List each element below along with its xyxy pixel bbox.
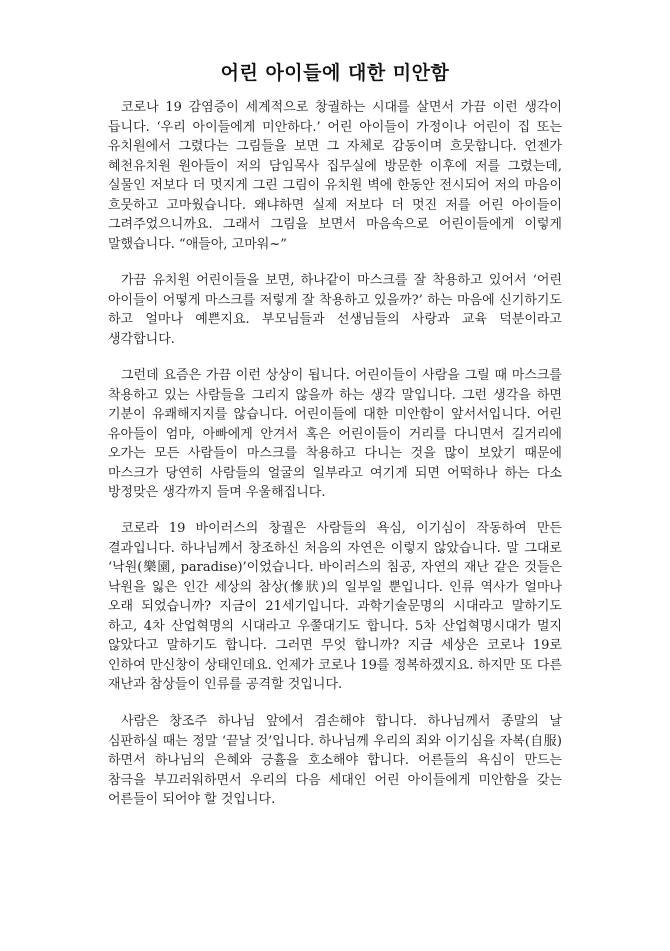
paragraph-1: 코로나 19 감염증이 세계적으로 창궐하는 시대를 살면서 가끔 이런 생각이 듭니다. ‘우리 아이들에게 미안하다.’ 어린 아이들이 가정이나 어린이 집 또는 유치원에서 그렸다는 그림들을 보면 그 자체로 감동이며 흐뭇합니다. 언젠가 혜천유치원 원아들이 저의 담임목사 집무실에 방문한 이후에 저를 그렸는데, 실물인 저보다 더 멋지게 그린 그림이 유치원 벽에 한동안 전시되어 저의 마음이 흐뭇하고 고마웠습니다. 왜냐하면 실제 저보다 더 멋진 저를 어린 아이들이 그려주었으니까요. 그래서 그림을 보면서 마음속으로 어린이들에게 이렇게 말했습니다. “애들아, 고마워~” — [108, 100, 562, 252]
document-title: 어린 아이들에 대한 미안함 — [220, 62, 450, 84]
paragraph-3: 그런데 요즘은 가끔 이런 상상이 됩니다. 어린이들이 사람을 그릴 때 마스크를 착용하고 있는 사람들을 그리지 않을까 하는 생각 말입니다. 그런 생각을 하면 기분이 유쾌해지지를 않습니다. 어린이들에 대한 미안함이 앞서서입니다. 어린 유아들이 엄마, 아빠에게 안겨서 혹은 어린이들이 거리를 다니면서 길거리에 오가는 모든 사람들이 마스크를 착용하고 다니는 것을 많이 보았기 때문에 마스크가 당연히 사람들의 얼굴의 일부라고 여기게 되면 어떡하나 하는 다소 방정맞은 생각까지 들며 우울해집니다. — [108, 368, 562, 500]
paragraph-2: 가끔 유치원 어린이들을 보면, 하나같이 마스크를 잘 착용하고 있어서 ‘어린 아이들이 어떻게 마스크를 저렇게 잘 착용하고 있을까?’ 하는 마음에 신기하기도 하고 얼마나 예쁜지요. 부모님들과 선생님들의 사랑과 교육 덕분이라고 생각합니다. — [108, 273, 562, 347]
paragraph-5: 사람은 창조주 하나님 앞에서 겸손해야 합니다. 하나님께서 종말의 날 심판하실 때는 정말 ‘끝날 것’입니다. 하나님께 우리의 죄와 이기심을 자복(自服)하면서 하나님의 은혜와 긍휼을 호소해야 합니다. 어른들의 욕심이 만드는 참극을 부끄러워하면서 우리의 다음 세대인 어린 아이들에게 미안함을 갖는 어른들이 되어야 할 것입니다. — [108, 714, 562, 807]
paragraph-4: 코로라 19 바이러스의 창궐은 사람들의 욕심, 이기심이 작동하여 만든 결과입니다. 하나님께서 창조하신 처음의 자연은 이렇지 않았습니다. 말 그대로 ‘낙원(樂園, paradise)’이었습니다. 바이러스의 침공, 자연의 재난 같은 것들은 낙원을 잃은 인간 세상의 참상(慘狀)의 일부일 뿐입니다. 인류 역사가 얼마나 오래 되었습니까? 지금이 21세기입니다. 과학기술문명의 시대라고 말하기도 하고, 4차 산업혁명의 시대라고 우쭐대기도 합니다. 5차 산업혁명시대가 멀지 않았다고 말하기도 합니다. 그러면 무엇 합니까? 지금 세상은 코로나 19로 인하여 만신창이 상태인데요. 언제가 코로나 19를 정복하겠지요. 하지만 또 다른 재난과 참상들이 인류를 공격할 것입니다. — [108, 521, 562, 692]
